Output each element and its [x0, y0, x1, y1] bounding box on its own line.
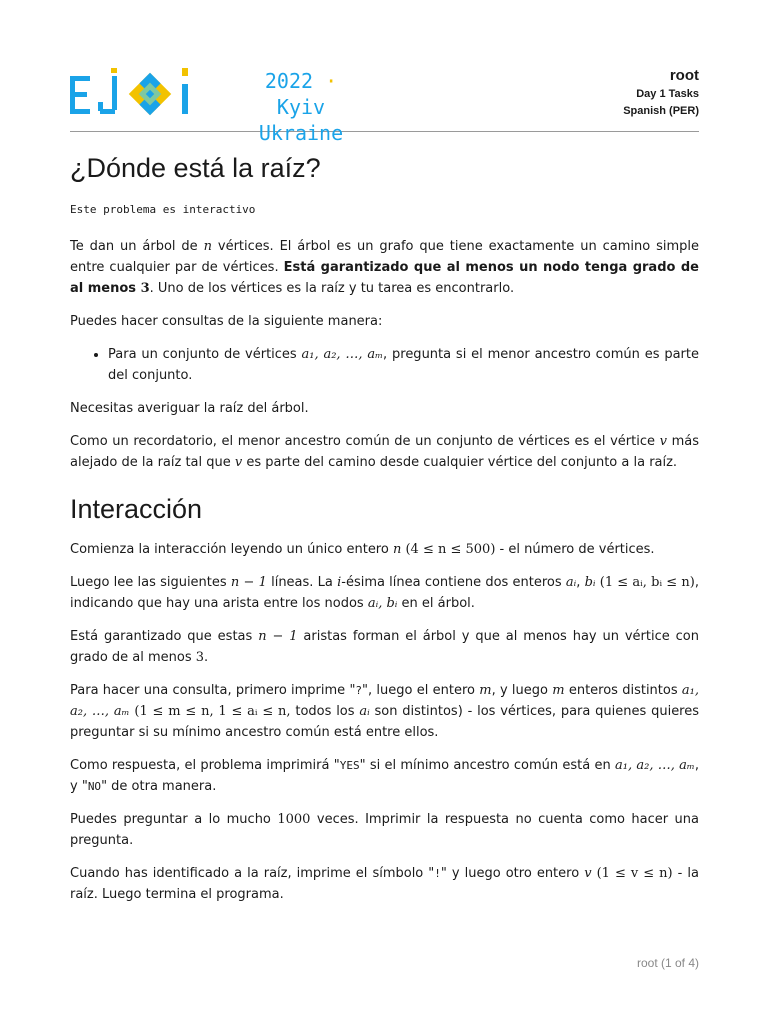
page-footer: root (1 of 4)	[636, 956, 699, 970]
text: enteros distintos	[564, 683, 682, 698]
math-m: m	[479, 683, 492, 698]
text: . Uno de los vértices es la raíz y tu tarea es encontrarlo.	[149, 281, 515, 296]
header-info	[623, 66, 699, 120]
math-three: 3	[195, 650, 205, 665]
text: Para un conjunto de vértices	[108, 347, 302, 362]
interactive-note: Este problema es interactivo	[70, 203, 256, 216]
text: .	[204, 650, 209, 665]
interaction-step-6	[70, 809, 699, 851]
text: - la raíz. Luego termina el programa.	[70, 866, 699, 902]
text: en el árbol.	[397, 596, 475, 611]
math-i: i	[337, 575, 342, 590]
goal-paragraph: Necesitas averiguar la raíz del árbol.	[70, 401, 309, 416]
math-range: (1 ≤ v ≤ n)	[596, 866, 673, 881]
text: aristas forman el árbol y que al menos hay un vértice con grado de al menos	[70, 629, 699, 665]
math-three: 3	[140, 281, 150, 296]
math-range: (1 ≤ m ≤ n, 1 ≤ aᵢ ≤ n,	[134, 704, 291, 719]
math-n-minus-1: n − 1	[258, 629, 298, 644]
text: ,	[576, 575, 585, 590]
code-exclamation: !	[434, 867, 441, 880]
math-v: v	[234, 455, 243, 470]
task-name: root	[669, 67, 699, 84]
interaction-step-3	[70, 626, 699, 668]
math-bi: bᵢ	[584, 575, 596, 590]
day-label: Day 1 Tasks	[636, 88, 699, 100]
text: Como respuesta, el problema imprimirá "	[70, 758, 340, 773]
text: todos los	[290, 704, 360, 719]
text: ", luego el entero	[362, 683, 480, 698]
interaction-step-5	[70, 755, 699, 797]
logo-separator: ·	[325, 69, 338, 93]
text: " si el mínimo ancestro común está en	[359, 758, 615, 773]
math-n-minus-1: n − 1	[230, 575, 267, 590]
text: Para hacer una consulta, primero imprime "	[70, 683, 356, 698]
interaction-step-7	[70, 863, 699, 905]
text: " de otra manera.	[101, 779, 217, 794]
text: , pregunta si el menor ancestro común es parte del conjunto.	[108, 347, 699, 383]
logo-country: Ukraine	[258, 121, 344, 145]
code-yes: YES	[339, 759, 360, 772]
math-range: (4 ≤ n ≤ 500)	[405, 542, 496, 557]
text: Está garantizado que al menos un nodo tenga grado de al menos	[70, 260, 699, 296]
math-m: m	[552, 683, 565, 698]
text: , y "	[70, 758, 699, 794]
math-ai: aᵢ	[359, 704, 370, 719]
interaction-step-2	[70, 572, 699, 614]
text: es parte del camino desde cualquier vértice del conjunto a la raíz.	[242, 455, 678, 470]
text: , y luego	[491, 683, 553, 698]
math-1000: 1000	[277, 812, 311, 827]
query-intro: Puedes hacer consultas de la siguiente manera:	[70, 314, 383, 329]
section-heading-interaction: Interacción	[70, 494, 203, 524]
text: líneas. La	[266, 575, 338, 590]
logo-year: 2022	[264, 69, 314, 93]
math-ai: aᵢ	[565, 575, 577, 590]
text: - el número de vértices.	[495, 542, 655, 557]
page-header	[70, 60, 699, 145]
interaction-step-1	[70, 539, 699, 560]
interaction-step-4	[70, 680, 699, 743]
text: " y luego otro entero	[440, 866, 585, 881]
language-label: Spanish (PER)	[623, 105, 699, 117]
lca-reminder	[70, 431, 699, 473]
logo-city: Kyiv	[276, 95, 326, 119]
text: Te dan un árbol de	[70, 239, 204, 254]
text: , indicando que hay una arista entre los nodos	[70, 575, 699, 611]
math-v: v	[659, 434, 667, 449]
math-seq: a₁, a₂, …, aₘ	[70, 683, 699, 719]
text: Puedes preguntar a lo mucho	[70, 812, 278, 827]
text: veces. Imprimir la respuesta no cuenta como hacer una pregunta.	[70, 812, 700, 848]
math-v: v	[584, 866, 592, 881]
logo-text	[236, 68, 366, 146]
text: Como un recordatorio, el menor ancestro común de un conjunto de vértices es el vértice	[70, 434, 660, 449]
text: Está garantizado que estas	[70, 629, 259, 644]
text: vértices. El árbol es un grafo que tiene exactamente un camino simple entre cualquier par de vértices.	[70, 239, 699, 275]
text: Comienza la interacción leyendo un único entero	[70, 542, 393, 557]
math-seq: a₁, a₂, …, aₘ	[615, 758, 695, 773]
math-range: (1 ≤ aᵢ, bᵢ ≤ n)	[599, 575, 695, 590]
text: -ésima línea contiene dos enteros	[341, 575, 566, 590]
code-question: ?	[355, 684, 363, 697]
ejoi-logo	[70, 64, 200, 120]
math-seq: a₁, a₂, …, aₘ	[301, 347, 384, 362]
document-body	[70, 150, 699, 917]
intro-paragraph	[70, 236, 699, 299]
query-list	[108, 344, 699, 386]
list-item	[108, 344, 699, 386]
text: Cuando has identificado a la raíz, imprime el símbolo "	[70, 866, 435, 881]
text: Luego lee las siguientes	[70, 575, 231, 590]
page-title: ¿Dónde está la raíz?	[70, 153, 321, 183]
text: más alejado de la raíz tal que	[70, 434, 699, 470]
code-no: NO	[87, 780, 102, 793]
math-n: n	[203, 239, 212, 254]
math-n: n	[392, 542, 402, 557]
text: son distintos) - los vértices, para quienes quieres preguntar si su mínimo ancestro común está entre ellos.	[70, 704, 700, 740]
math-ai-bi: aᵢ, bᵢ	[367, 596, 398, 611]
